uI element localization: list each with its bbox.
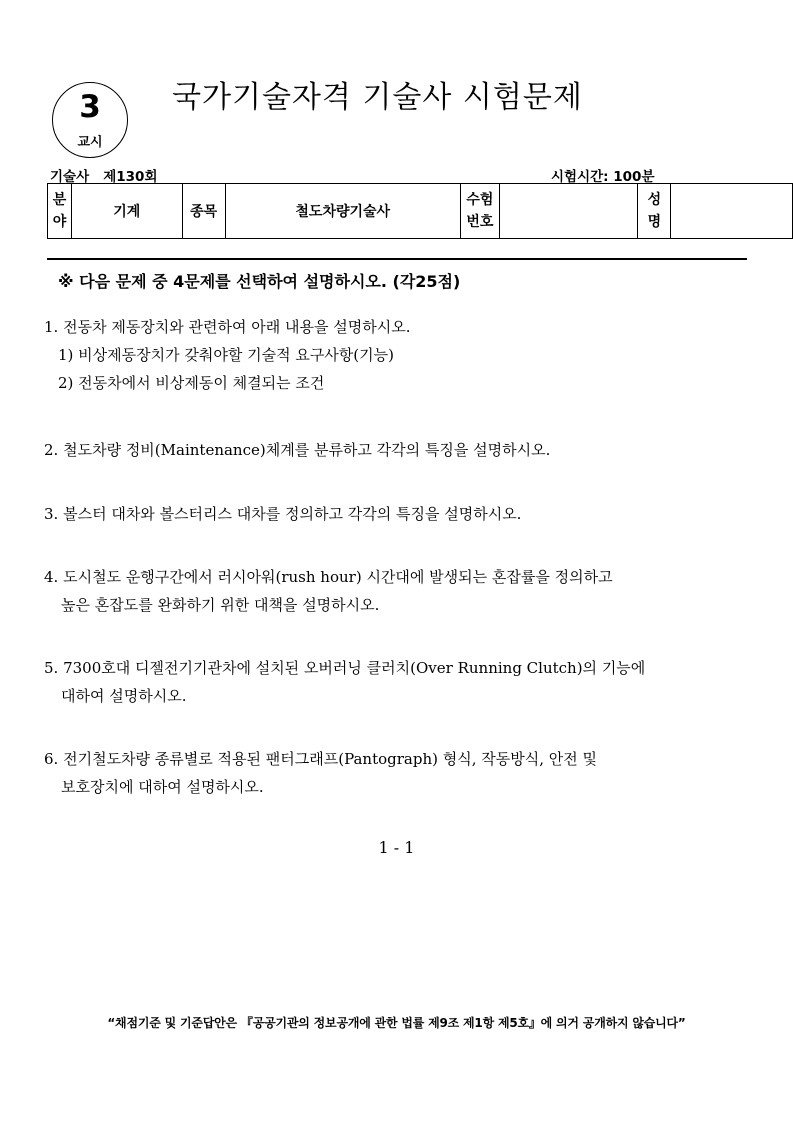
instruction: ※ 다음 문제 중 4문제를 선택하여 설명하시오. (각25점): [58, 272, 461, 291]
question-6: [44, 745, 744, 801]
page-number: 1 - 1: [378, 838, 415, 857]
exam-round: 기술사 제130회: [50, 169, 158, 185]
category-label: 종목: [182, 184, 225, 239]
question-1: [44, 313, 744, 397]
question-number: 1.: [44, 318, 59, 336]
exam-number-field[interactable]: [499, 184, 638, 239]
session-badge: [52, 82, 128, 158]
question-2-text: [44, 436, 744, 464]
table-row: [48, 184, 793, 239]
question-body: 볼스터 대차와 볼스터리스 대차를 정의하고 각각의 특징을 설명하시오.: [63, 505, 522, 523]
question-body: 7300호대 디젤전기기관차에 설치된 오버러닝 클러치(Over Running Clutch)의 기능에: [63, 659, 646, 677]
question-number: 3.: [44, 505, 59, 523]
question-body: 도시철도 운행구간에서 러시아워(rush hour) 시간대에 발생되는 혼잡률을 정의하고: [63, 568, 613, 586]
question-1-subitem-1: 1) 비상제동장치가 갖춰야할 기술적 요구사항(기능): [58, 346, 394, 364]
question-3-text: [44, 500, 744, 528]
question-5-text-cont: 대하여 설명하시오.: [61, 687, 187, 705]
exam-time: 시험시간: 100분: [551, 169, 655, 185]
name-field[interactable]: [671, 184, 793, 239]
question-body: 전기철도차량 종류별로 적용된 팬터그래프(Pantograph) 형식, 작동방식, 안전 및: [63, 750, 598, 768]
question-3: [44, 500, 744, 528]
exam-number-label-bottom: 번호: [466, 214, 494, 230]
question-body: 철도차량 정비(Maintenance)체계를 분류하고 각각의 특징을 설명하시오.: [63, 441, 551, 459]
field-label: [48, 184, 72, 239]
question-2: [44, 436, 744, 464]
footer-notice: “채점기준 및 기준답안은 『공공기관의 정보공개에 관한 법률 제9조 제1항 제5호』에 의거 공개하지 않습니다”: [107, 1016, 686, 1030]
question-5-text: [44, 654, 744, 682]
question-number: 2.: [44, 441, 59, 459]
question-6-text-cont: 보호장치에 대하여 설명하시오.: [61, 778, 264, 796]
field-label-bottom: 야: [52, 214, 67, 230]
question-4-text: [44, 563, 744, 591]
name-label: [638, 184, 671, 239]
exam-number-label-top: 수험: [466, 192, 494, 208]
question-6-text: [44, 745, 744, 773]
question-number: 6.: [44, 750, 59, 768]
question-5: [44, 654, 744, 710]
category-value: 철도차량기술사: [225, 184, 460, 239]
page-title: 국가기술자격 기술사 시험문제: [172, 80, 583, 115]
field-label-top: 분: [52, 192, 67, 208]
question-1-text: [44, 313, 744, 341]
question-1-subitem-2: 2) 전동차에서 비상제동이 체결되는 조건: [58, 374, 325, 392]
exam-info-table: [47, 183, 793, 239]
question-number: 4.: [44, 568, 59, 586]
question-body: 전동차 제동장치와 관련하여 아래 내용을 설명하시오.: [63, 318, 411, 336]
name-label-top: 성: [647, 192, 662, 208]
field-value: 기계: [71, 184, 182, 239]
divider: [47, 258, 747, 260]
question-number: 5.: [44, 659, 59, 677]
session-label: 교시: [77, 135, 103, 150]
session-number: 3: [79, 89, 101, 125]
name-label-bottom: 명: [647, 214, 662, 230]
question-4: [44, 563, 744, 619]
exam-number-label: [460, 184, 499, 239]
question-4-text-cont: 높은 혼잡도를 완화하기 위한 대책을 설명하시오.: [61, 596, 380, 614]
